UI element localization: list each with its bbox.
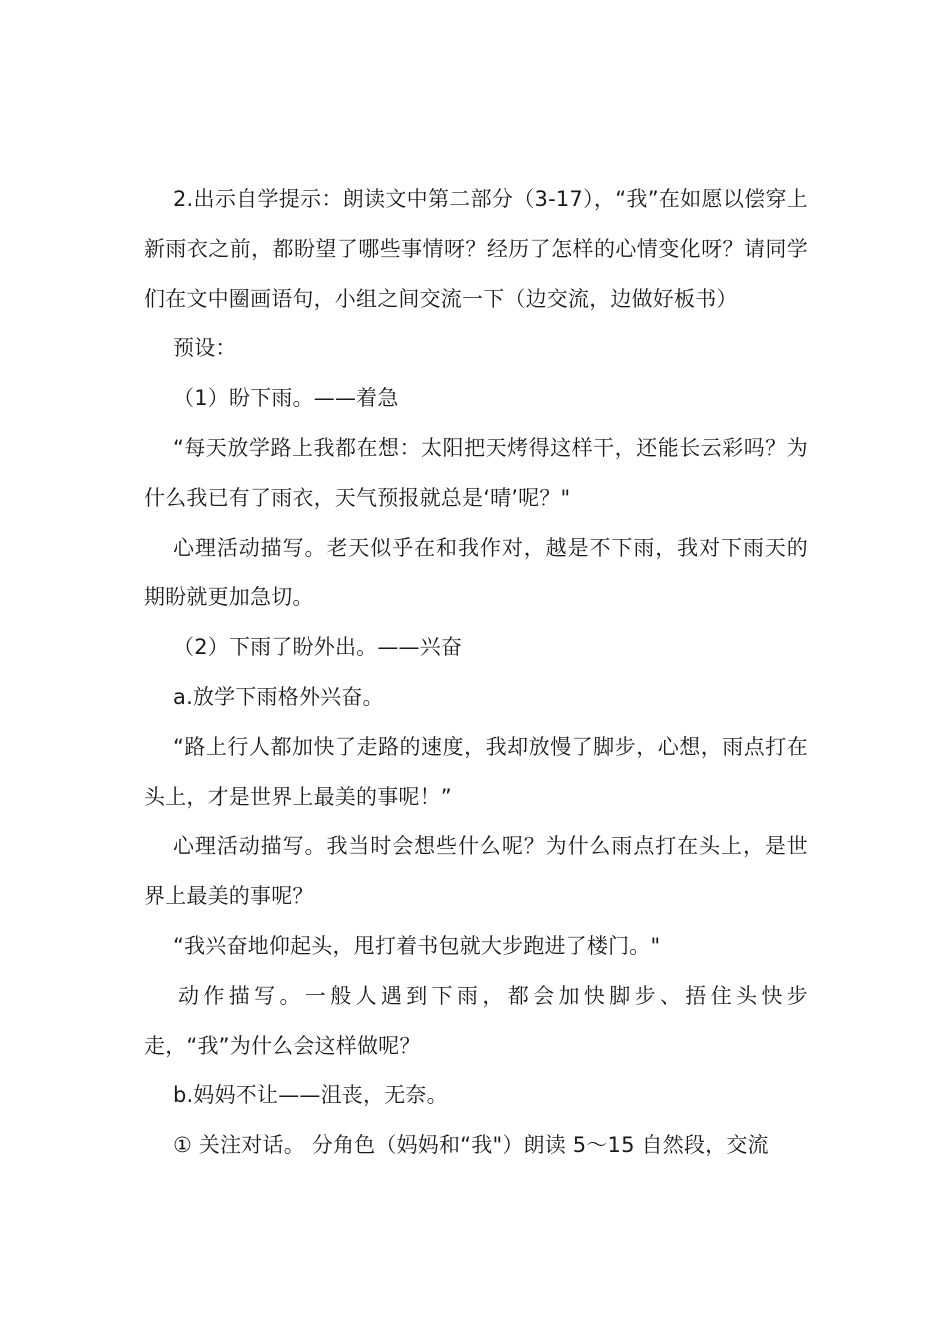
paragraph-5: 心理活动描写。老天似乎在和我作对，越是不下雨，我对下雨天的期盼就更加急切。 [144,535,808,610]
paragraph-13: ① 关注对话。 分角色（妈妈和“我"）朗读 5～15 自然段，交流 [173,1133,769,1158]
document-body [144,175,808,1171]
paragraph-10: “我兴奋地仰起头，甩打着书包就大步跑进了楼门。" [173,933,661,958]
paragraph-12: b.妈妈不让——沮丧，无奈。 [173,1083,448,1108]
paragraph-2: 预设： [173,336,237,361]
paragraph-7: a.放学下雨格外兴奋。 [173,684,384,709]
paragraph-3: （1）盼下雨。——着急 [173,386,399,411]
paragraph-9: 心理活动描写。我当时会想些什么呢？为什么雨点打在头上，是世界上最美的事呢？ [144,834,808,909]
paragraph-8: “路上行人都加快了走路的速度，我却放慢了脚步，心想，雨点打在头上，才是世界上最美的事呢！” [144,734,808,809]
paragraph-11: 动作描写。一般人遇到下雨，都会加快脚步、捂住头快步走，“我”为什么会这样做呢？ [144,983,808,1058]
paragraph-6: （2）下雨了盼外出。——兴奋 [173,635,463,660]
paragraph-1: 2.出示自学提示：朗读文中第二部分（3-17），“我”在如愿以偿穿上新雨衣之前，都盼望了哪些事情呀？经历了怎样的心情变化呀？请同学们在文中圈画语句，小组之间交流一下（边交流，边做好板书） [144,187,808,311]
paragraph-4: “每天放学路上我都在想：太阳把天烤得这样干，还能长云彩吗？为什么我已有了雨衣，天气预报就总是‘晴’呢？" [144,435,808,510]
